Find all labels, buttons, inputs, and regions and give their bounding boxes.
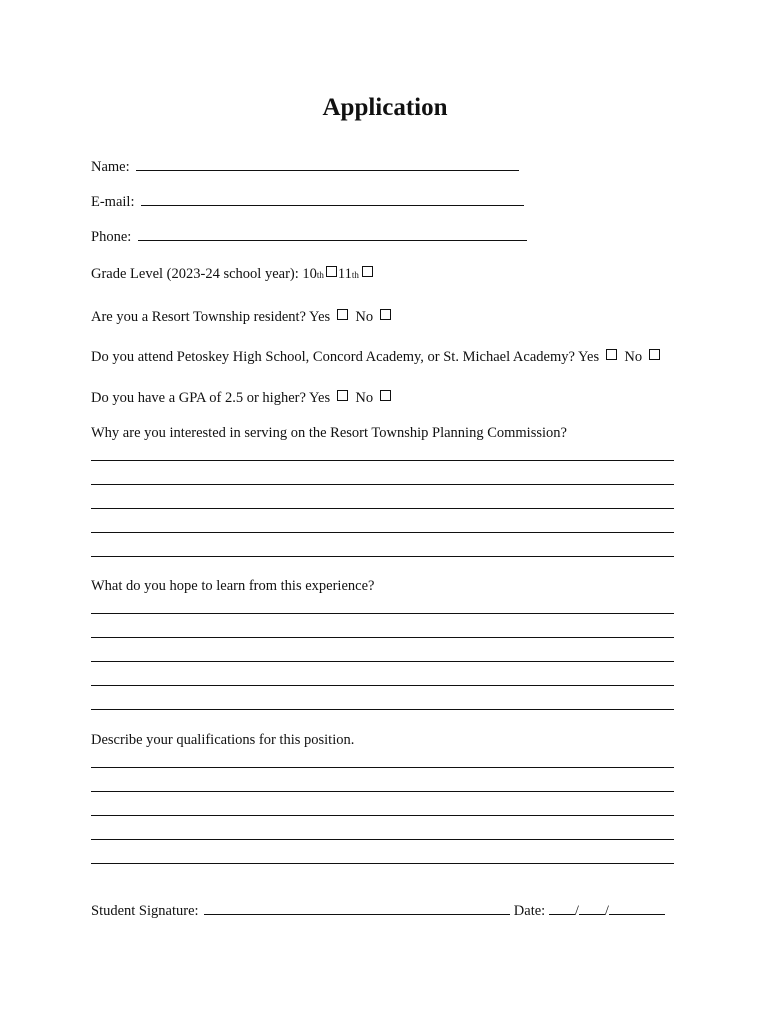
email-row xyxy=(91,192,524,211)
interest-answer-line[interactable] xyxy=(91,556,674,557)
grade-11-label: 11 xyxy=(337,266,352,282)
learn-answer-line[interactable] xyxy=(91,685,674,686)
date-label: Date: xyxy=(513,903,546,919)
learn-answer-line[interactable] xyxy=(91,637,674,638)
gpa-no-label: No xyxy=(355,390,374,406)
signature-field[interactable] xyxy=(204,901,510,915)
resident-no-checkbox[interactable] xyxy=(380,309,391,320)
page-title: Application xyxy=(322,94,448,121)
interest-answer-line[interactable] xyxy=(91,484,674,485)
school-question: Do you attend Petoskey High School, Concord Academy, or St. Michael Academy? Yes xyxy=(91,349,600,365)
gpa-row xyxy=(91,389,395,407)
date-year-field[interactable] xyxy=(609,901,665,915)
learn-question: What do you hope to learn from this experience? xyxy=(91,578,375,594)
interest-answer-line[interactable] xyxy=(91,532,674,533)
qualifications-answer-line[interactable] xyxy=(91,815,674,816)
interest-question: Why are you interested in serving on the Resort Township Planning Commission? xyxy=(91,425,567,441)
school-no-checkbox[interactable] xyxy=(649,349,660,360)
school-no-label: No xyxy=(624,349,643,365)
grade-11-checkbox[interactable] xyxy=(362,266,373,277)
learn-answer-line[interactable] xyxy=(91,661,674,662)
name-label: Name: xyxy=(91,159,130,175)
qualifications-answer-line[interactable] xyxy=(91,839,674,840)
phone-label: Phone: xyxy=(91,229,132,245)
grade-11-suffix: th xyxy=(351,270,359,280)
gpa-question: Do you have a GPA of 2.5 or higher? Yes xyxy=(91,390,331,406)
signature-label: Student Signature: xyxy=(91,903,199,919)
grade-label: Grade Level (2023-24 school year): 10 xyxy=(91,266,317,282)
date-separator: / xyxy=(574,903,579,919)
signature-row xyxy=(91,901,665,920)
grade-row xyxy=(91,265,377,284)
school-row xyxy=(91,348,664,366)
phone-row xyxy=(91,227,527,246)
school-yes-checkbox[interactable] xyxy=(606,349,617,360)
qualifications-answer-line[interactable] xyxy=(91,767,674,768)
interest-answer-line[interactable] xyxy=(91,460,674,461)
resident-question: Are you a Resort Township resident? Yes xyxy=(91,309,331,325)
date-separator: / xyxy=(604,903,609,919)
date-day-field[interactable] xyxy=(579,901,605,915)
phone-field[interactable] xyxy=(138,227,527,241)
learn-answer-line[interactable] xyxy=(91,613,674,614)
name-row xyxy=(91,157,519,176)
interest-answer-line[interactable] xyxy=(91,508,674,509)
grade-10-suffix: th xyxy=(316,270,324,280)
resident-row xyxy=(91,308,395,326)
grade-10-checkbox[interactable] xyxy=(326,266,337,277)
email-label: E-mail: xyxy=(91,194,135,210)
qualifications-question: Describe your qualifications for this position. xyxy=(91,732,355,748)
gpa-no-checkbox[interactable] xyxy=(380,390,391,401)
gpa-yes-checkbox[interactable] xyxy=(337,390,348,401)
qualifications-answer-line[interactable] xyxy=(91,863,674,864)
email-field[interactable] xyxy=(141,192,524,206)
qualifications-answer-line[interactable] xyxy=(91,791,674,792)
learn-answer-line[interactable] xyxy=(91,709,674,710)
name-field[interactable] xyxy=(136,157,519,171)
resident-no-label: No xyxy=(355,309,374,325)
resident-yes-checkbox[interactable] xyxy=(337,309,348,320)
date-month-field[interactable] xyxy=(549,901,575,915)
